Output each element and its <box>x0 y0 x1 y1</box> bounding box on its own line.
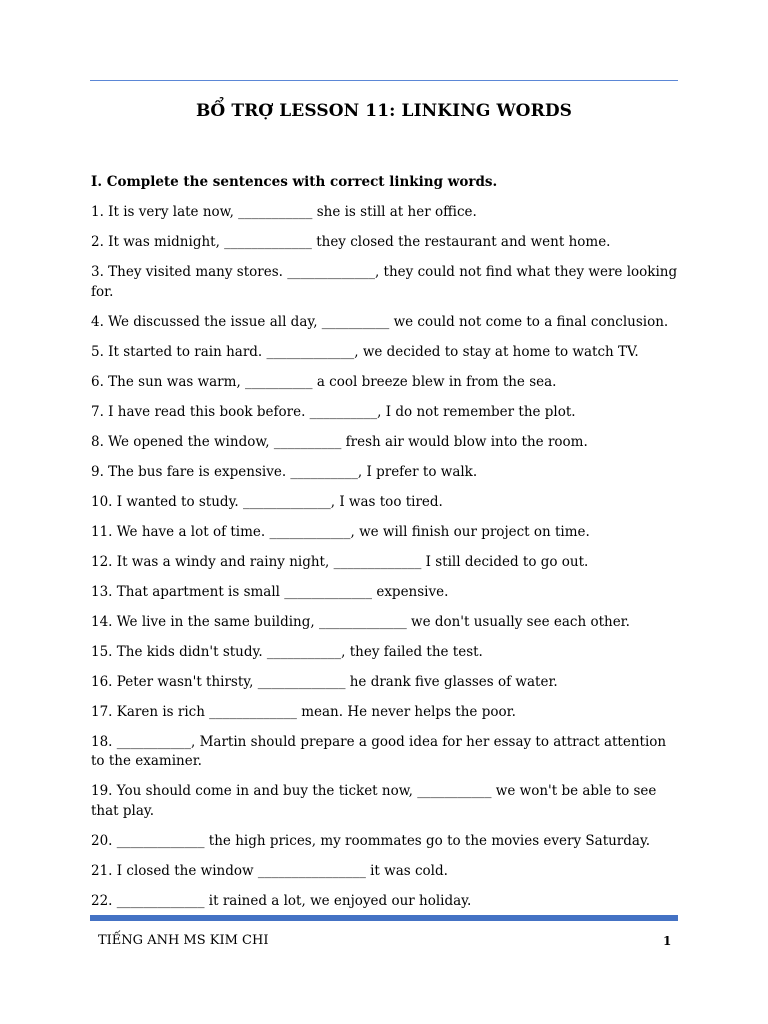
sentence-item: 12. It was a windy and rainy night, _____________ I still decided to go out. <box>91 553 589 570</box>
sentence-item: 6. The sun was warm, __________ a cool breeze blew in from the sea. <box>91 373 557 390</box>
page-title: BỔ TRỢ LESSON 11: LINKING WORDS <box>195 101 573 121</box>
sentence-item: 1. It is very late now, ___________ she is still at her office. <box>91 204 477 220</box>
sentence-item: 9. The bus fare is expensive. __________, I prefer to walk. <box>91 463 478 480</box>
sentence-item: 10. I wanted to study. _____________, I was too tired. <box>91 493 443 510</box>
sentence-item: 13. That apartment is small _____________ expensive. <box>91 583 449 600</box>
footer-divider <box>90 915 678 921</box>
sentence-item: 19. You should come in and buy the ticket now, ___________ we won't be able to see that play. <box>91 783 657 819</box>
sentence-item: 2. It was midnight, _____________ they closed the restaurant and went home. <box>91 234 611 250</box>
sentence-item: 3. They visited many stores. _____________, they could not find what they were looking for. <box>91 264 678 300</box>
sentence-item: 17. Karen is rich _____________ mean. He never helps the poor. <box>91 703 516 720</box>
sentence-item: 22. _____________ it rained a lot, we enjoyed our holiday. <box>91 892 472 909</box>
sentence-item: 5. It started to rain hard. _____________, we decided to stay at home to watch TV. <box>91 343 639 360</box>
sentence-item: 4. We discussed the issue all day, __________ we could not come to a final conclusion. <box>91 313 669 330</box>
section-heading: I. Complete the sentences with correct linking words. <box>91 174 498 190</box>
sentence-item: 8. We opened the window, __________ fresh air would blow into the room. <box>91 433 588 450</box>
sentence-item: 20. _____________ the high prices, my roommates go to the movies every Saturday. <box>91 832 651 849</box>
sentence-item: 16. Peter wasn't thirsty, _____________ he drank five glasses of water. <box>91 673 558 690</box>
sentence-item: 15. The kids didn't study. ___________, they failed the test. <box>91 643 483 660</box>
sentence-item: 11. We have a lot of time. ____________, we will finish our project on time. <box>91 523 590 540</box>
header-divider <box>90 80 678 81</box>
page-number: 1 <box>663 934 672 948</box>
sentence-item: 18. ___________, Martin should prepare a good idea for her essay to attract attention to the examiner. <box>91 733 667 769</box>
sentence-item: 21. I closed the window ________________ it was cold. <box>91 862 448 879</box>
sentence-list <box>91 203 681 922</box>
footer-author: TIẾNG ANH MS KIM CHI <box>98 933 269 948</box>
sentence-item: 7. I have read this book before. __________, I do not remember the plot. <box>91 403 576 420</box>
sentence-item: 14. We live in the same building, _____________ we don't usually see each other. <box>91 613 630 630</box>
